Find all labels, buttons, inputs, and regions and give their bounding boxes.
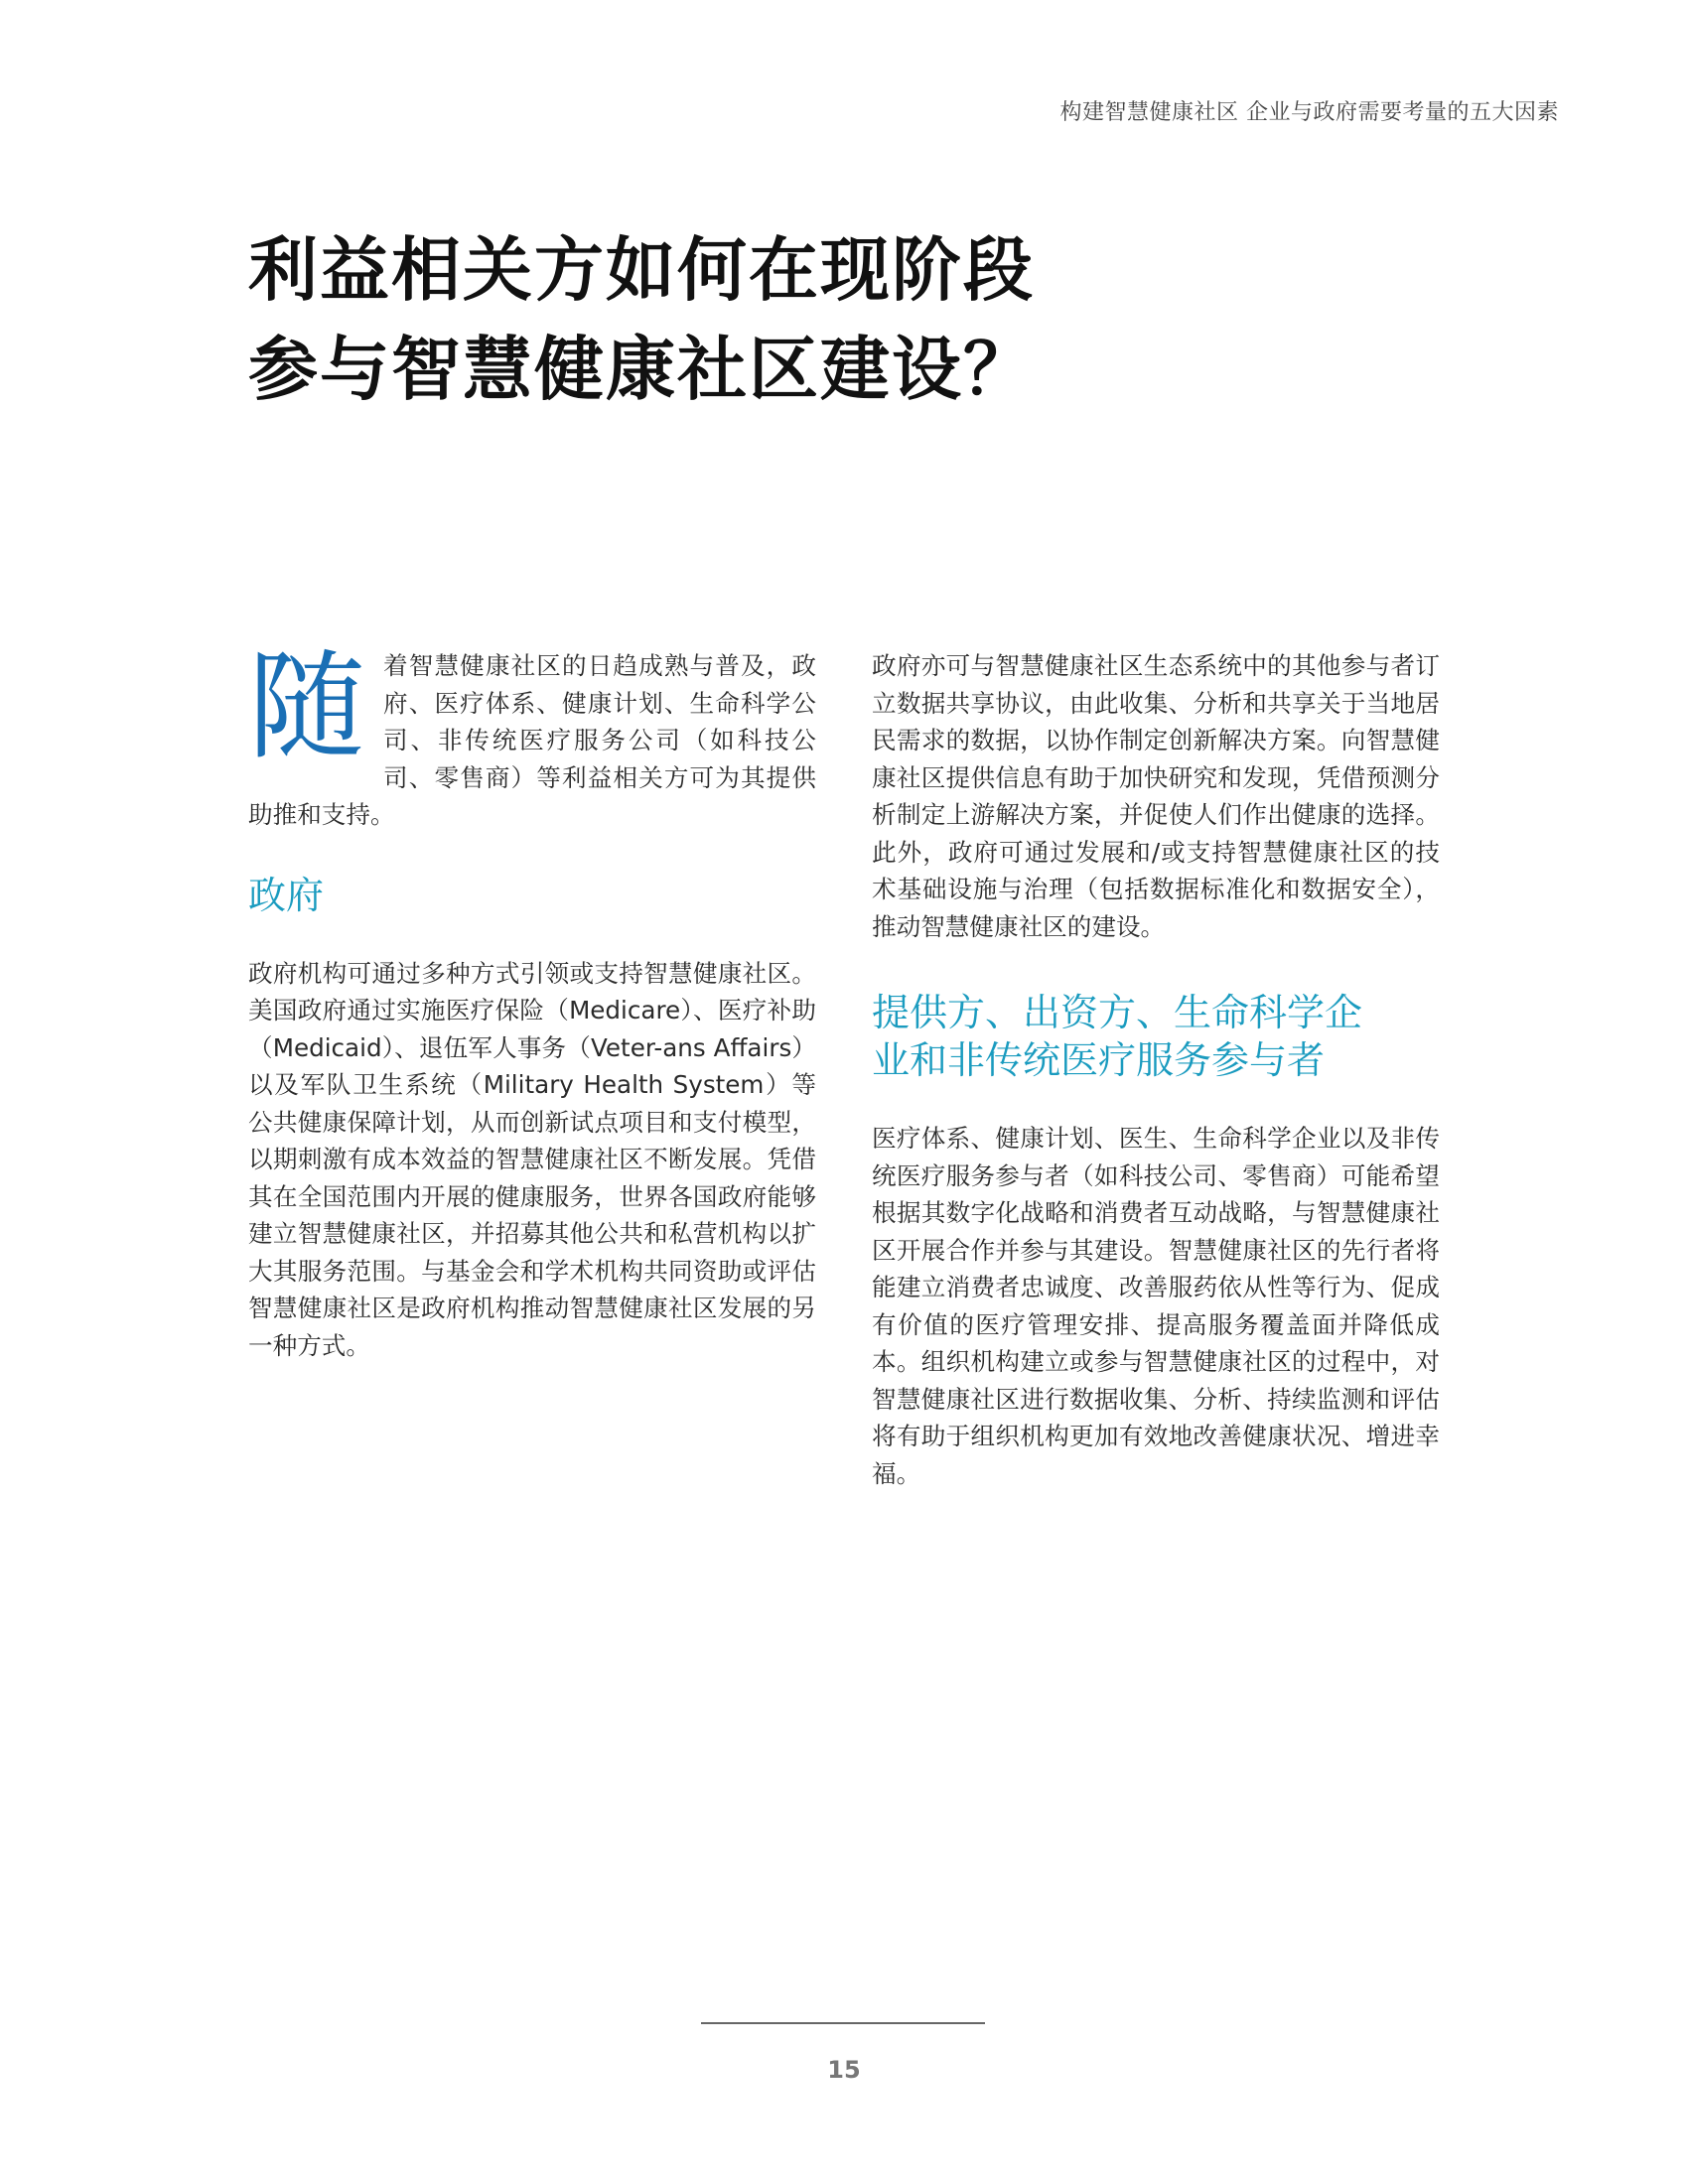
page-number: 15 <box>827 2056 861 2084</box>
section-heading-government: 政府 <box>248 873 325 917</box>
section-heading-providers <box>872 989 1440 1084</box>
right-column <box>872 647 1440 1492</box>
page-title-line-2: 参与智慧健康社区建设？ <box>248 329 1035 410</box>
section-heading-providers-line-1: 提供方、出资方、生命科学企 <box>872 991 1363 1034</box>
page-title <box>248 220 1035 419</box>
drop-cap: 随 <box>248 638 366 775</box>
government-paragraph-1: 政府机构可通过多种方式引领或支持智慧健康社区。美国政府通过实施医疗保险（Medicare）、医疗补助（Medicaid）、退伍军人事务（Veter-ans Affairs）以及军队卫生系统（Military Health System）等公共健康保障计划，从而创新试点项目和支付模型，以期刺激有成本效益的智慧健康社区不断发展。凭借其在全国范围内开展的健康服务，世界各国政府能够建立智慧健康社区，并招募其他公共和私营机构以扩大其服务范围。与基金会和学术机构共同资助或评估智慧健康社区是政府机构推动智慧健康社区发展的另一种方式。 <box>248 958 816 1360</box>
intro-paragraph <box>248 638 816 834</box>
intro-text: 着智慧健康社区的日趋成熟与普及，政府、医疗体系、健康计划、生命科学公司、非传统医疗服务公司（如科技公司、零售商）等利益相关方可为其提供助推和支持。 <box>248 651 816 829</box>
section-heading-providers-line-2: 业和非传统医疗服务参与者 <box>872 1038 1326 1082</box>
page-title-line-1: 利益相关方如何在现阶段 <box>248 229 1035 311</box>
running-header: 构建智慧健康社区 企业与政府需要考量的五大因素 <box>1059 100 1559 125</box>
providers-paragraph: 医疗体系、健康计划、医生、生命科学企业以及非传统医疗服务参与者（如科技公司、零售商）可能希望根据其数字化战略和消费者互动战略，与智慧健康社区开展合作并参与其建设。智慧健康社区的先行者将能建立消费者忠诚度、改善服药依从性等行为、促成有价值的医疗管理安排、提高服务覆盖面并降低成本。组织机构建立或参与智慧健康社区的过程中，对智慧健康社区进行数据收集、分析、持续监测和评估将有助于组织机构更加有效地改善健康状况、增进幸福。 <box>872 1124 1440 1488</box>
government-paragraph-2: 政府亦可与智慧健康社区生态系统中的其他参与者订立数据共享协议，由此收集、分析和共享关于当地居民需求的数据，以协作制定创新解决方案。向智慧健康社区提供信息有助于加快研究和发现，凭借预测分析制定上游解决方案，并促使人们作出健康的选择。此外，政府可通过发展和/或支持智慧健康社区的技术基础设施与治理（包括数据标准化和数据安全），推动智慧健康社区的建设。 <box>872 651 1440 941</box>
footer-divider <box>701 2022 985 2024</box>
left-column <box>248 638 816 1364</box>
